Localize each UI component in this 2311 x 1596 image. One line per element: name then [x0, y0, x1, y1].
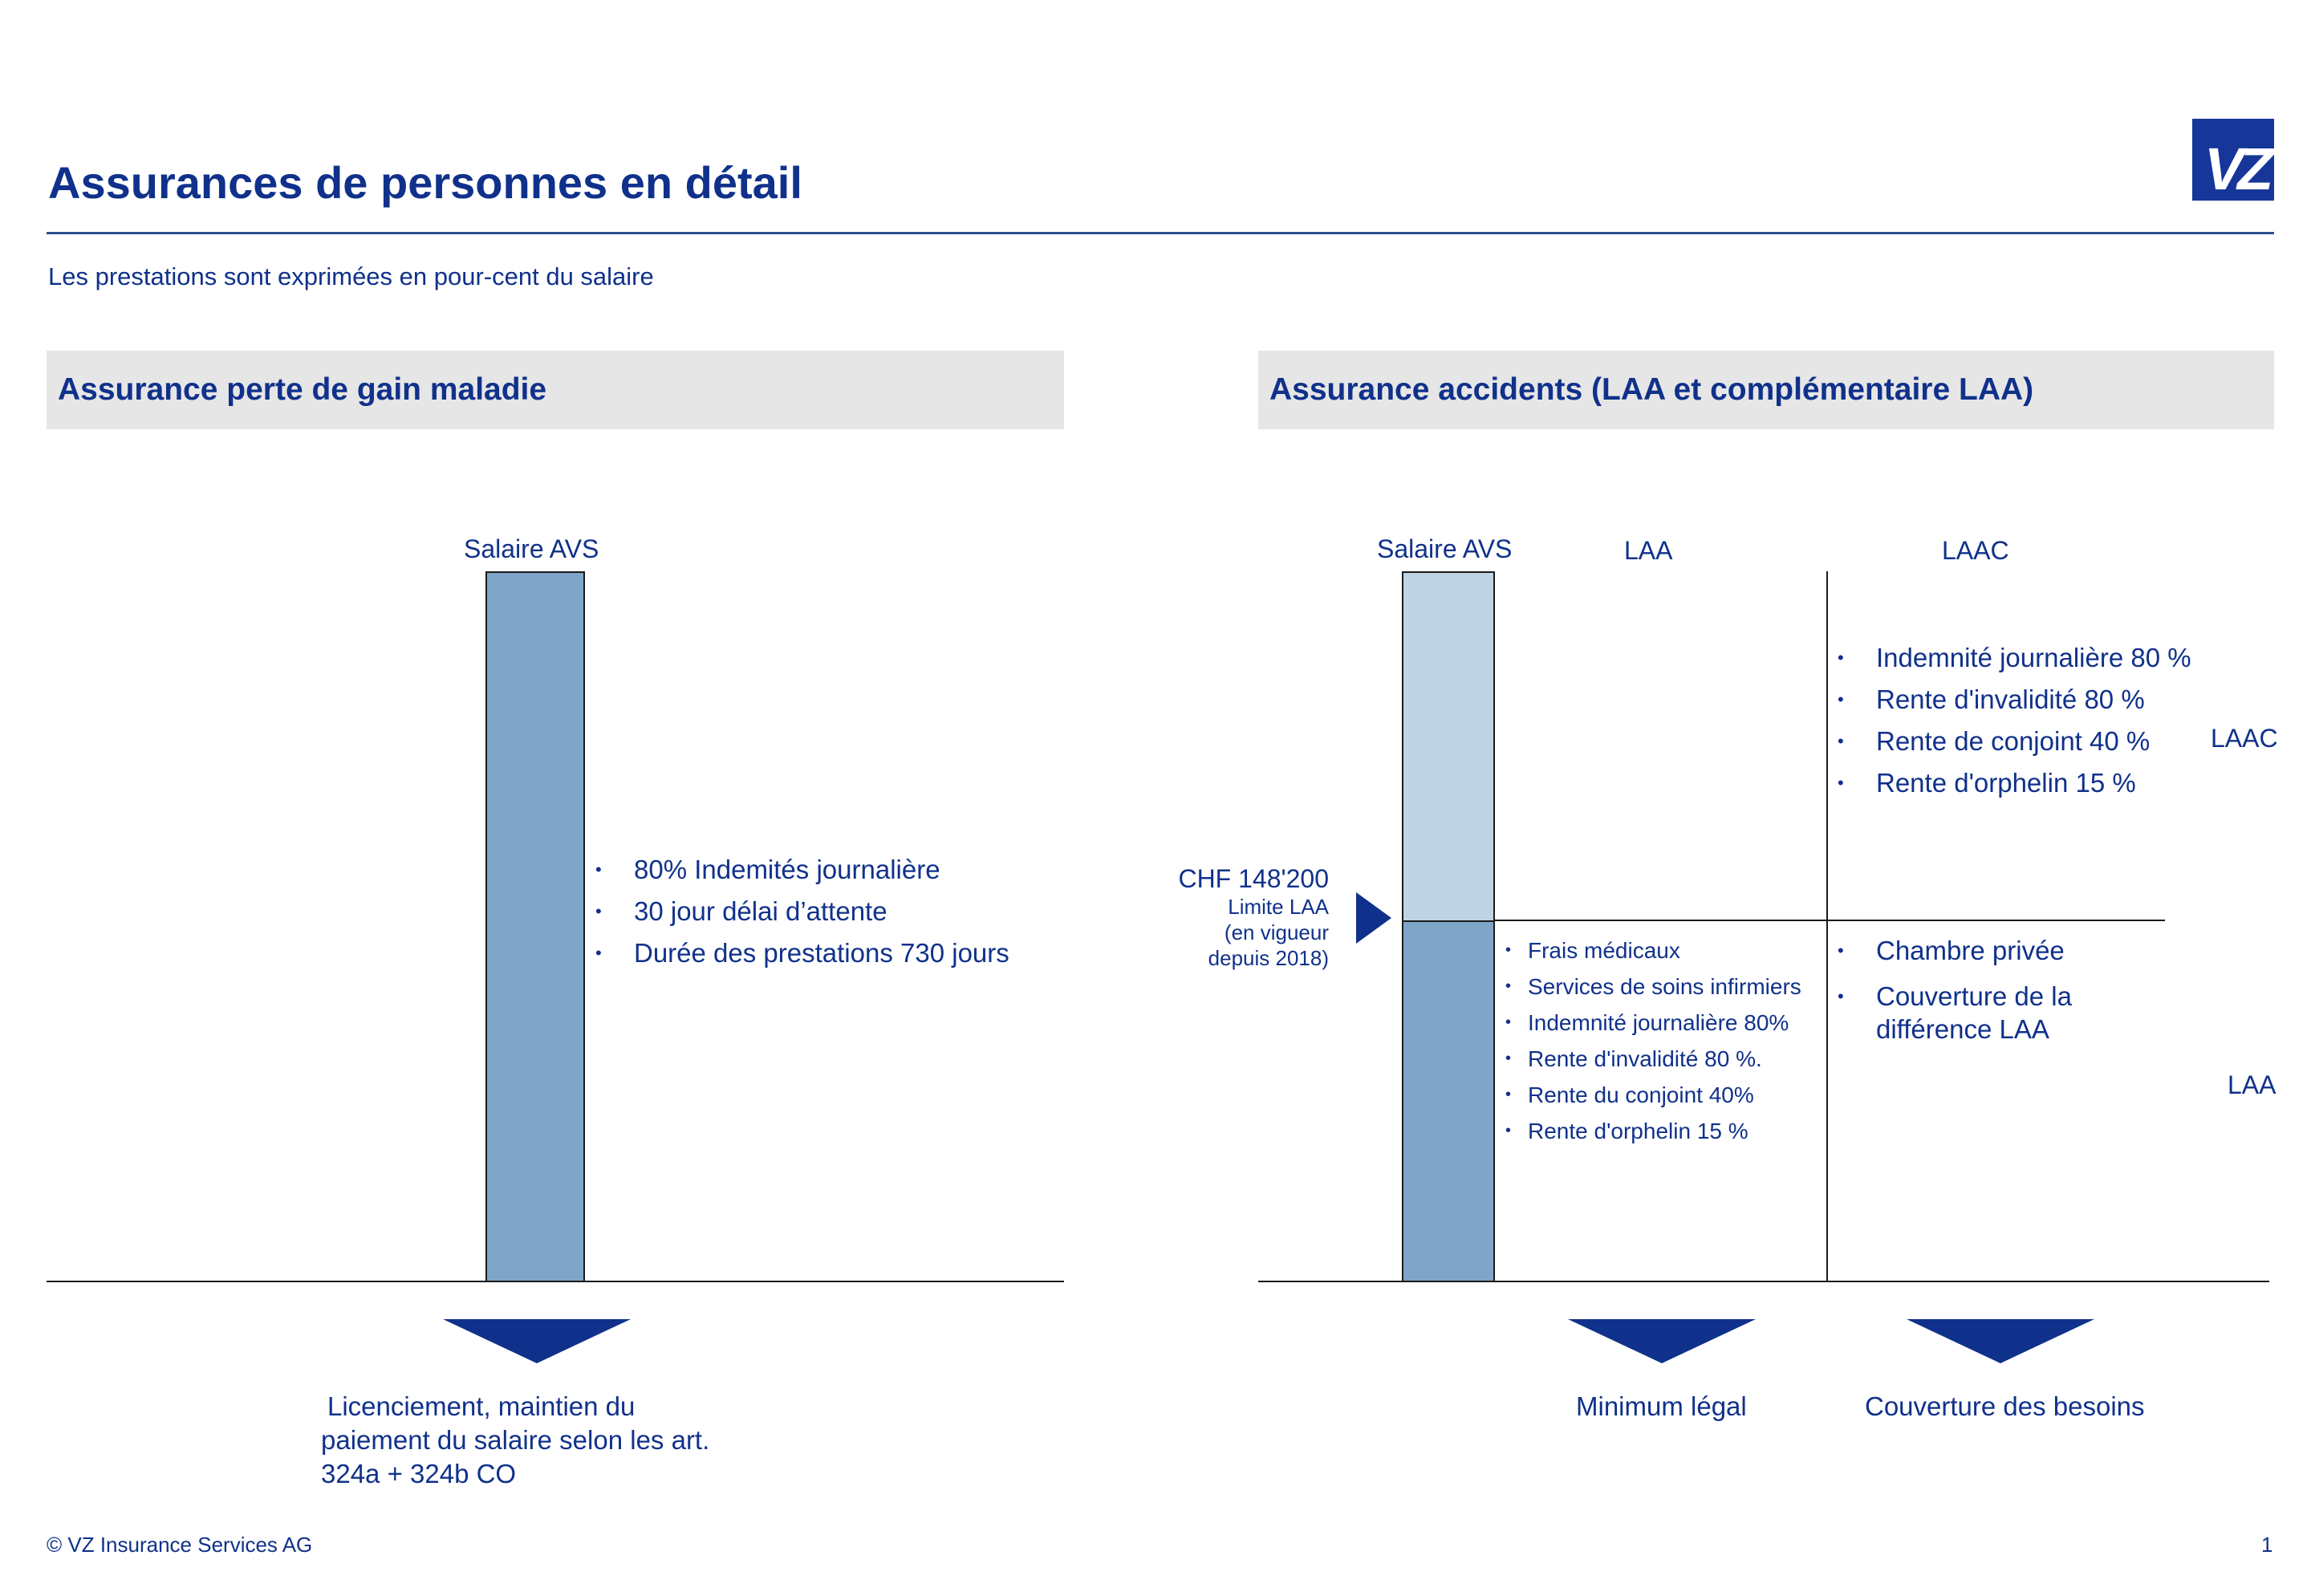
left-salary-bar	[485, 571, 585, 1282]
laac-column-label: LAAC	[1942, 536, 2009, 565]
right-baseline	[1258, 1281, 2269, 1282]
limit-line: (en vigueur	[1224, 920, 1329, 944]
vz-logo	[2192, 119, 2274, 201]
limit-amount: CHF 148'200	[1178, 864, 1329, 893]
list-item: • Rente de conjoint 40 %	[1838, 726, 2151, 756]
footer-copyright: © VZ Insurance Services AG	[47, 1533, 313, 1557]
page-title: Assurances de personnes en détail	[48, 157, 802, 208]
right-panel-heading	[1258, 351, 2274, 429]
left-panel-heading-text: Assurance perte de gain maladie	[58, 372, 547, 407]
limit-line: depuis 2018)	[1208, 946, 1329, 970]
left-benefits-list	[595, 849, 1009, 974]
list-item: • Chambre privée	[1838, 936, 2065, 965]
minimum-arrow-down-icon	[1568, 1319, 1756, 1363]
laa-column-label: LAA	[1624, 536, 1673, 565]
right-panel-heading-text: Assurance accidents (LAA et complémentaire LAA)	[1269, 372, 2034, 407]
left-arrow-down-icon	[443, 1319, 631, 1363]
laa-limit-annotation	[1139, 863, 1329, 971]
right-bar-laa-segment	[1402, 920, 1495, 1282]
list-item: • 30 jour délai d’attente	[595, 896, 887, 926]
list-item: • Indemnité journalière 80%	[1505, 1010, 1789, 1035]
list-item: • Durée des prestations 730 jours	[595, 938, 1009, 968]
page-subtitle: Les prestations sont exprimées en pour-cent du salaire	[48, 262, 654, 290]
list-item: • Rente d'invalidité 80 %	[1838, 684, 2145, 714]
left-panel-heading	[47, 351, 1064, 429]
list-item: • Indemnité journalière 80 %	[1838, 643, 2191, 672]
side-label-laac: LAAC	[2211, 724, 2278, 753]
list-item: • Couverture de la différence LAA	[1838, 981, 2072, 1044]
column-divider	[1826, 571, 1828, 1282]
limit-pointer-icon	[1356, 892, 1391, 944]
laa-benefits-list	[1505, 936, 1826, 1152]
limit-line: Limite LAA	[1228, 895, 1329, 919]
list-item: • Rente du conjoint 40%	[1505, 1082, 1754, 1107]
laa-limit-line	[1494, 920, 2165, 921]
side-label-laa: LAA	[2228, 1070, 2276, 1099]
list-item: • Services de soins infirmiers	[1505, 974, 1801, 999]
right-salary-label: Salaire AVS	[1377, 534, 1513, 563]
left-bottom-note: Licenciement, maintien du paiement du salaire selon les art. 324a + 324b CO	[321, 1391, 710, 1488]
left-salary-label: Salaire AVS	[464, 534, 599, 563]
list-item: • Rente d'orphelin 15 %	[1505, 1119, 1748, 1143]
title-rule	[47, 232, 2274, 234]
list-item: • Rente d'invalidité 80 %.	[1505, 1046, 1762, 1071]
page-number: 1	[2261, 1533, 2273, 1557]
laac-lower-benefits-list	[1838, 930, 2126, 1046]
left-baseline	[47, 1281, 1064, 1282]
right-bar-laac-segment	[1402, 571, 1495, 923]
minimum-label: Minimum légal	[1576, 1391, 1747, 1421]
coverage-label: Couverture des besoins	[1865, 1391, 2145, 1421]
list-item: • Rente d'orphelin 15 %	[1838, 768, 2136, 798]
coverage-arrow-down-icon	[1907, 1319, 2094, 1363]
svg-text:VZ: VZ	[2203, 136, 2268, 201]
list-item: • 80% Indemités journalière	[595, 855, 940, 884]
list-item: • Frais médicaux	[1505, 938, 1680, 963]
laac-benefits-list	[1838, 637, 2191, 804]
